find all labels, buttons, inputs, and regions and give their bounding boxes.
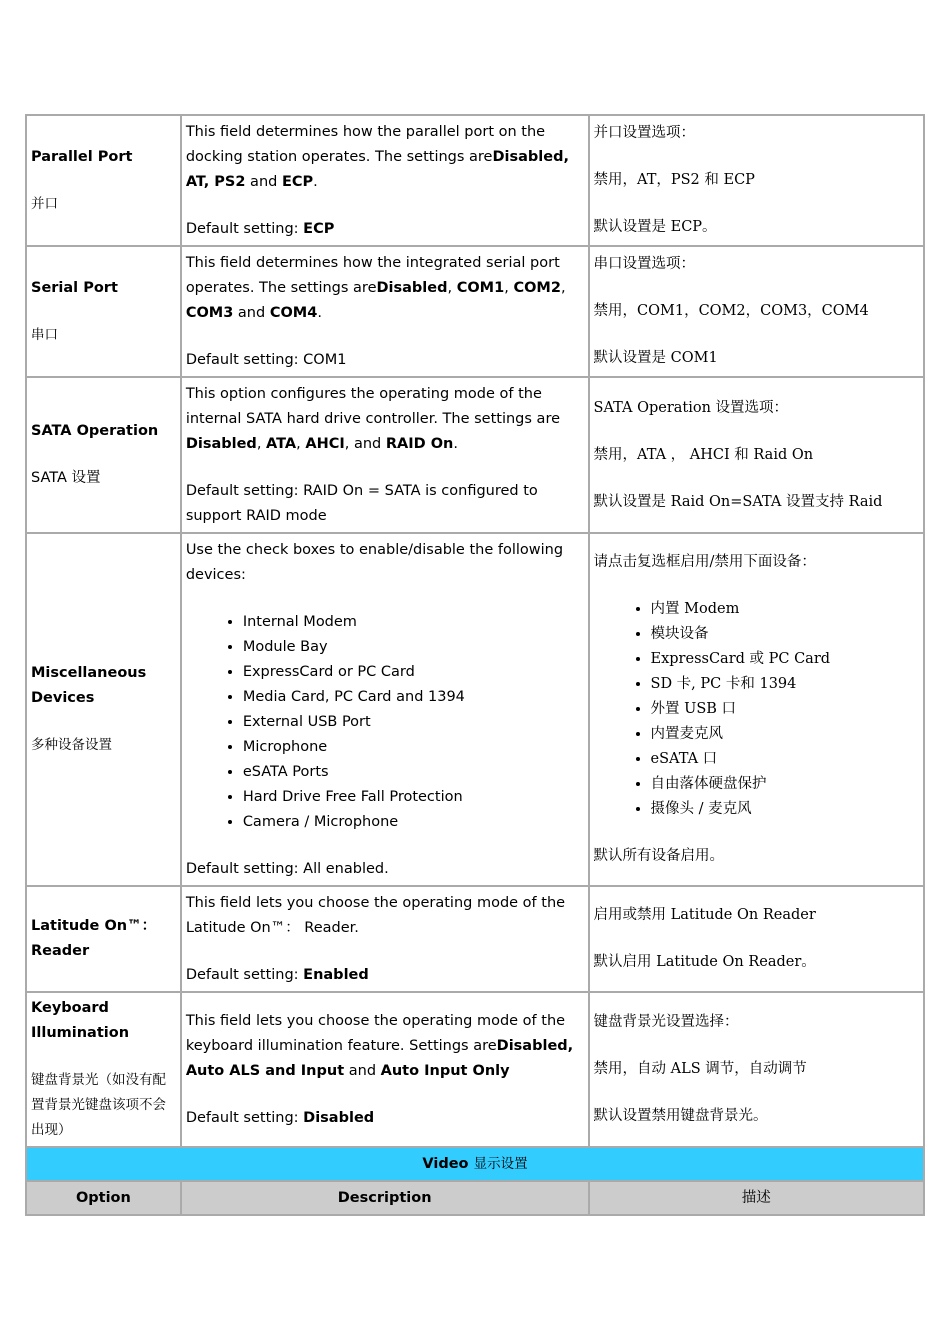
table-row — [27, 116, 925, 247]
table-row — [27, 247, 925, 378]
description-cn-cell — [590, 887, 925, 993]
device-list-cn — [594, 597, 919, 822]
cn-line: 默认设置是 COM1 — [593, 350, 718, 366]
description-cn-cell — [590, 378, 925, 534]
table-row — [27, 993, 925, 1148]
header-option: Option — [27, 1182, 182, 1216]
description-text: This field determines how the integrated serial port operates. The settings areDisabled, COM1, COM2, COM3 and COM4. — [185, 254, 566, 321]
cn-line: 禁用，AT，PS2 和 ECP — [593, 172, 755, 188]
option-name: Parallel Port — [31, 148, 133, 165]
option-name: Serial Port — [31, 279, 118, 296]
option-cell — [27, 993, 182, 1148]
description-text: This field lets you choose the operating mode of the keyboard illumination feature. Settings areDisabled, Auto ALS and Input and Auto Input Only — [185, 1012, 574, 1079]
bios-settings-table — [25, 114, 925, 1216]
cn-line: SATA Operation 设置选项： — [593, 399, 789, 416]
description-cell — [182, 247, 590, 378]
description-cell — [182, 534, 590, 887]
list-item: • 自由落体硬盘保护 — [651, 772, 919, 797]
list-item: • ExpressCard 或 PC Card — [651, 647, 919, 672]
description-cell — [182, 887, 590, 993]
column-header-row — [27, 1182, 925, 1216]
cn-line: 串口设置选项： — [593, 256, 696, 272]
option-name: Latitude On™：Reader — [31, 918, 157, 959]
default-setting: Default setting: Disabled — [185, 1109, 375, 1126]
option-name-cn: 并口 — [31, 195, 58, 212]
list-item: • External USB Port — [243, 710, 584, 735]
option-cell — [27, 116, 182, 247]
section-header-row — [27, 1148, 925, 1182]
description-cn-cell — [590, 247, 925, 378]
list-item: • 外置 USB 口 — [651, 697, 919, 722]
description-text: This option configures the operating mode of the internal SATA hard drive controller. The settings are Disabled, ATA, AHCI, and RAID On. — [185, 385, 561, 452]
default-setting: Default setting: COM1 — [185, 351, 347, 368]
cn-line: 默认设置禁用键盘背景光。 — [593, 1108, 768, 1124]
cn-line: 默认所有设备启用。 — [593, 848, 725, 864]
option-name-cn: 串口 — [31, 326, 58, 343]
list-item: • Internal Modem — [243, 610, 584, 635]
option-cell — [27, 378, 182, 534]
option-name-cn: 键盘背景光（如没有配置背景光键盘该项不会出现） — [31, 1072, 166, 1138]
description-text: Use the check boxes to enable/disable the following devices: — [185, 541, 564, 583]
cn-line: 请点击复选框启用/禁用下面设备： — [593, 554, 816, 570]
cn-line: 启用或禁用 Latitude On Reader — [593, 907, 816, 923]
section-title-cell — [27, 1148, 925, 1182]
section-title-cn: 显示设置 — [473, 1155, 528, 1172]
cn-line: 默认设置是 Raid On=SATA 设置支持 Raid — [593, 493, 883, 510]
cn-line: 禁用，COM1，COM2，COM3，COM4 — [593, 303, 869, 319]
option-cell — [27, 247, 182, 378]
default-setting: Default setting: ECP — [185, 220, 335, 237]
list-item: • eSATA 口 — [651, 747, 919, 772]
table-row — [27, 534, 925, 887]
default-setting: Default setting: All enabled. — [185, 860, 389, 877]
description-cn-cell — [590, 993, 925, 1148]
default-setting: Default setting: Enabled — [185, 966, 369, 983]
list-item: • ExpressCard or PC Card — [243, 660, 584, 685]
list-item: • Hard Drive Free Fall Protection — [243, 785, 584, 810]
description-text: This field lets you choose the operating mode of the Latitude On™： Reader. — [185, 894, 566, 936]
list-item: • Microphone — [243, 735, 584, 760]
list-item: • Camera / Microphone — [243, 810, 584, 835]
cn-line: 默认设置是 ECP。 — [593, 219, 717, 235]
table-row — [27, 887, 925, 993]
option-name: Miscellaneous Devices — [31, 665, 147, 706]
description-cn-cell — [590, 534, 925, 887]
option-cell — [27, 534, 182, 887]
section-title: Video — [422, 1155, 469, 1172]
description-cell — [182, 378, 590, 534]
list-item: • Media Card, PC Card and 1394 — [243, 685, 584, 710]
description-cell — [182, 993, 590, 1148]
cn-line: 并口设置选项： — [593, 125, 696, 141]
option-name: SATA Operation — [31, 423, 159, 439]
option-cell — [27, 887, 182, 993]
description-cn-cell — [590, 116, 925, 247]
list-item: • 内置麦克风 — [651, 722, 919, 747]
header-description-cn: 描述 — [590, 1182, 925, 1216]
option-name-cn: SATA 设置 — [31, 470, 101, 486]
description-cell — [182, 116, 590, 247]
cn-line: 禁用，ATA ， AHCI 和 Raid On — [593, 446, 814, 463]
list-item: • SD 卡, PC 卡和 1394 — [651, 672, 919, 697]
cn-line: 键盘背景光设置选择： — [593, 1014, 739, 1030]
header-description: Description — [182, 1182, 590, 1216]
list-item: • 摄像头 / 麦克风 — [651, 797, 919, 822]
cn-line: 禁用，自动 ALS 调节，自动调节 — [593, 1061, 807, 1077]
table-row — [27, 378, 925, 534]
cn-line: 默认启用 Latitude On Reader。 — [593, 954, 816, 970]
description-text: This field determines how the parallel port on the docking station operates. The settings areDisabled, AT, PS2 and ECP. — [185, 123, 569, 190]
option-name-cn: 多种设备设置 — [31, 737, 112, 753]
default-setting: Default setting: RAID On = SATA is configured to support RAID mode — [185, 482, 538, 524]
list-item: • eSATA Ports — [243, 760, 584, 785]
list-item: • Module Bay — [243, 635, 584, 660]
list-item: • 内置 Modem — [651, 597, 919, 622]
option-name: Keyboard Illumination — [31, 1000, 130, 1041]
list-item: • 模块设备 — [651, 622, 919, 647]
device-list — [186, 610, 584, 835]
